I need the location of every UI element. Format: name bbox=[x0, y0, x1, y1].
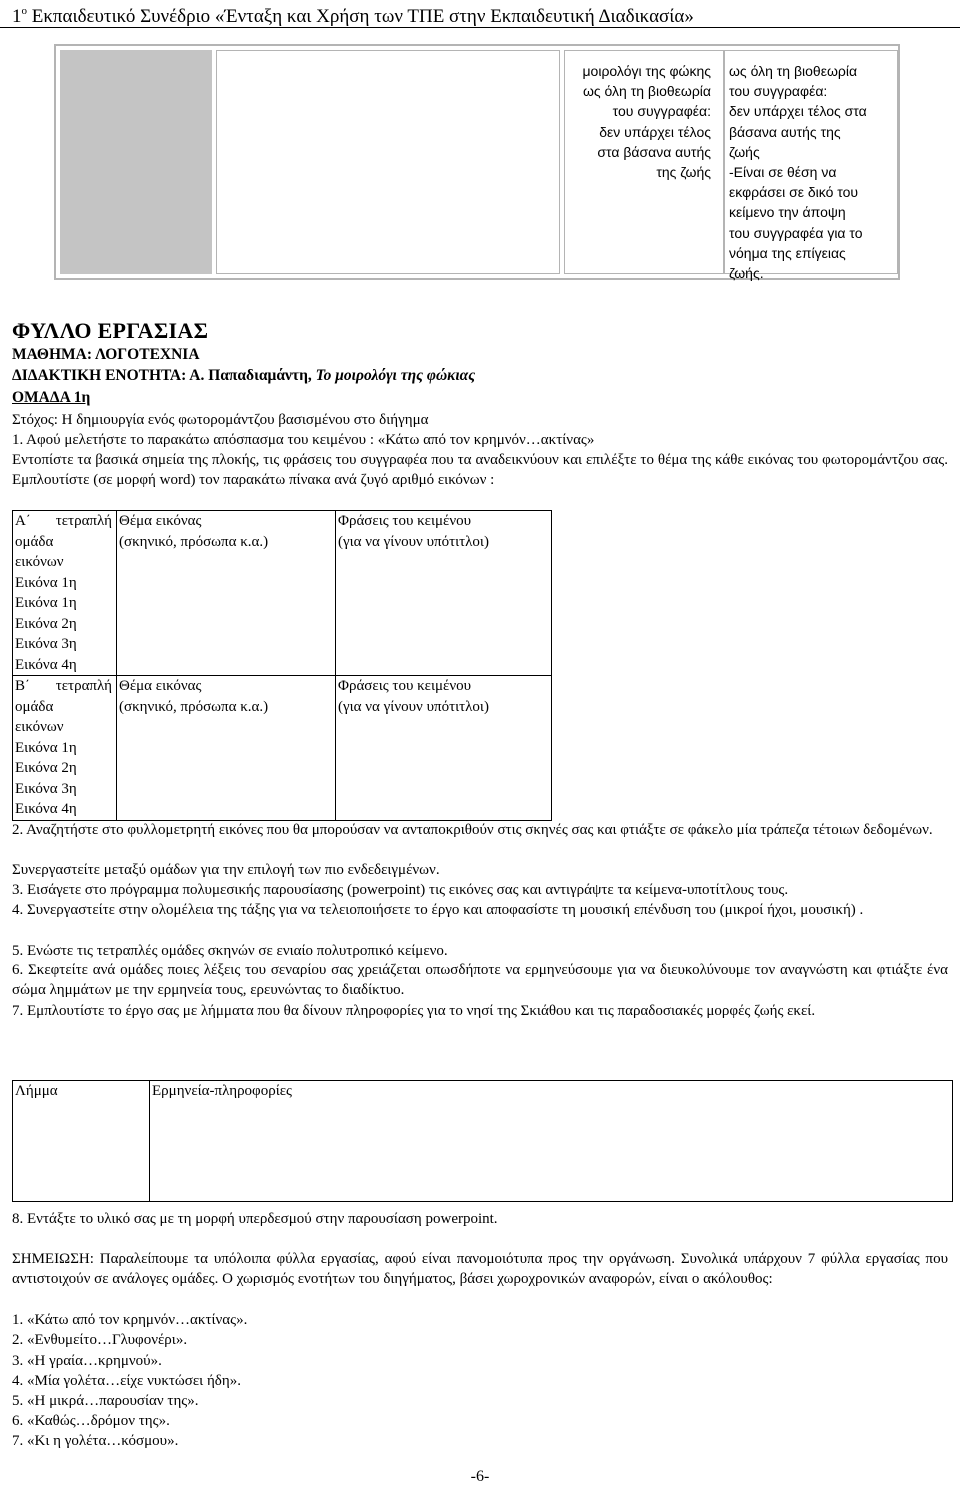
text-line: -Είναι σε θέση να bbox=[729, 164, 837, 181]
text-line: του συγγραφέα για το bbox=[729, 224, 863, 241]
group-a-cell bbox=[13, 511, 117, 676]
subject-heading: ΜΑΘΗΜΑ: ΛΟΓΟΤΕΧΝΙΑ bbox=[12, 346, 200, 363]
image-label: Εικόνα 3η bbox=[15, 780, 77, 797]
image-label: Εικόνα 3η bbox=[15, 636, 77, 652]
header-superscript: ο bbox=[21, 5, 27, 17]
phrases-title: Φράσεις του κειμένου bbox=[338, 513, 472, 529]
section-item: 4. «Μία γολέτα…είχε νυκτώσει ήδη». bbox=[12, 1373, 241, 1389]
text-line: μοιρολόγι της φώκης bbox=[582, 63, 711, 79]
theme-cell bbox=[117, 511, 336, 676]
image-label: Εικόνα 2η bbox=[15, 760, 77, 776]
lemma-header: Λήμμα bbox=[13, 1081, 150, 1202]
top-table-shaded-cell bbox=[60, 50, 212, 274]
text-line: ζωής bbox=[729, 143, 760, 160]
text-line: κείμενο την άποψη bbox=[729, 204, 846, 221]
phrases-title: Φράσεις του κειμένου bbox=[338, 678, 472, 694]
step-6: 6. Σκεφτείτε ανά ομάδες ποιες λέξεις του σεναρίου σας χρειάζεται οπωσδήποτε να ερμηνεύσουμε για να διευκολύνουμε τον αναγνώστη και φτιάξτε ένα σώμα λημμάτων με την ερμηνεία τους, ερευνώντας το διαδίκτυο. bbox=[12, 962, 948, 998]
step-1: 1. Αφού μελετήστε το παρακάτω απόσπασμα του κειμένου : «Κάτω από τον κρημνόν…ακτίνας» bbox=[12, 432, 595, 448]
text-line: του συγγραφέα: bbox=[612, 103, 711, 120]
running-header bbox=[12, 0, 694, 28]
table-row bbox=[13, 511, 552, 676]
image-label: Εικόνα 1η bbox=[15, 574, 77, 591]
image-label: Εικόνα 1η bbox=[15, 595, 77, 611]
group-label: Α΄ τετραπλή bbox=[15, 513, 112, 529]
goal-text: Στόχος: Η δημιουργία ενός φωτορομάντζου βασισμένου στο διήγημα bbox=[12, 412, 429, 428]
header-number: 1 bbox=[12, 6, 22, 27]
unit-heading bbox=[12, 367, 475, 385]
step-5: 5. Ενώστε τις τετραπλές ομάδες σκηνών σε ενιαίο πολυτροπικό κείμενο. bbox=[12, 943, 448, 959]
group-label: Β΄ τετραπλή bbox=[15, 678, 112, 694]
top-table bbox=[54, 44, 900, 280]
lemma-table bbox=[12, 1080, 953, 1202]
section-item: 5. «Η μικρά…παρουσίαν της». bbox=[12, 1393, 199, 1409]
top-table-cell-4 bbox=[724, 50, 898, 282]
text-line: νόημα της επίγειας bbox=[729, 244, 846, 261]
text-line: βάσανα αυτής της bbox=[729, 123, 841, 140]
text-line: ζωής. bbox=[729, 265, 764, 282]
step-7: 7. Εμπλουτίστε το έργο σας με λήμματα που θα δίνουν πληροφορίες για το νησί της Σκιάθου και τις παραδοσιακές μορφές ζωής εκεί. bbox=[12, 1003, 816, 1019]
phrases-cell bbox=[336, 676, 552, 821]
photo-table bbox=[12, 510, 552, 821]
group-label: εικόνων bbox=[15, 554, 64, 570]
image-label: Εικόνα 1η bbox=[15, 739, 77, 756]
unit-prefix: ΔΙΔΑΚΤΙΚΗ ΕΝΟΤΗΤΑ: Α. Παπαδιαμάντη, bbox=[12, 367, 316, 384]
unit-title: Το μοιρολόγι της φώκιας bbox=[315, 367, 476, 384]
group-label: εικόνων bbox=[15, 719, 64, 735]
theme-subtitle: (σκηνικό, πρόσωπα κ.α.) bbox=[119, 533, 269, 550]
group-label: ομάδα bbox=[15, 698, 54, 715]
text-line: δεν υπάρχει τέλος στα bbox=[729, 103, 867, 120]
table-row bbox=[13, 676, 552, 821]
header-rule bbox=[0, 27, 960, 28]
group-b-cell bbox=[13, 676, 117, 821]
theme-title: Θέμα εικόνας bbox=[119, 513, 202, 529]
theme-subtitle: (σκηνικό, πρόσωπα κ.α.) bbox=[119, 698, 269, 715]
phrases-subtitle: (για να γίνουν υπότιτλοι) bbox=[338, 698, 489, 715]
step-4: 4. Συνεργαστείτε στην ολομέλεια της τάξης για να τελειοποιήσετε το έργο και αποφασίστε τη μουσική επένδυση του (μικροί ήχοι, μουσική) . bbox=[12, 902, 864, 918]
section-item: 3. «Η γραία…κρημνού». bbox=[12, 1353, 162, 1369]
text-line: δεν υπάρχει τέλος bbox=[599, 123, 711, 140]
text-line: εκφράσει σε δικό του bbox=[729, 184, 859, 201]
image-label: Εικόνα 4η bbox=[15, 801, 77, 817]
header-title: Εκπαιδευτικό Συνέδριο «Ένταξη και Χρήση των ΤΠΕ στην Εκπαιδευτική Διαδικασία» bbox=[27, 6, 694, 27]
phrases-cell bbox=[336, 511, 552, 676]
top-table-empty-cell bbox=[216, 50, 560, 274]
section-item: 6. «Καθώς…δρόμον της». bbox=[12, 1413, 170, 1429]
theme-cell bbox=[117, 676, 336, 821]
top-table-cell-3 bbox=[564, 50, 724, 274]
page-number: -6- bbox=[470, 1468, 490, 1485]
section-item: 2. «Ενθυμείτο…Γλυφονέρι». bbox=[12, 1332, 188, 1348]
text-line: στα βάσανα αυτής bbox=[597, 143, 711, 160]
note-text: ΣΗΜΕΙΩΣΗ: Παραλείπουμε τα υπόλοιπα φύλλα εργασίας, αφού είναι πανομοιότυπα προς την οργάνωση. Συνολικά υπάρχουν 7 φύλλα εργασίας που αντιστοιχούν σε ανάλογες ομάδες. Ο χωρισμός ενοτήτων του διηγήματος, βάσει χωροχρονικών αναφορών, είναι ο ακόλουθος: bbox=[12, 1251, 948, 1287]
phrases-subtitle: (για να γίνουν υπότιτλοι) bbox=[338, 533, 489, 550]
group-heading: ΟΜΑΔΑ 1η bbox=[12, 389, 91, 406]
group-label: ομάδα bbox=[15, 533, 54, 550]
step-2-note: Συνεργαστείτε μεταξύ ομάδων για την επιλογή των πιο ενδεδειγμένων. bbox=[12, 862, 440, 878]
table-row bbox=[13, 1081, 953, 1202]
interpretation-header: Ερμηνεία-πληροφορίες bbox=[150, 1081, 953, 1202]
text-line: της ζωής bbox=[656, 164, 711, 181]
step-8: 8. Εντάξτε το υλικό σας με τη μορφή υπερδεσμού στην παρουσίαση powerpoint. bbox=[12, 1211, 498, 1227]
step-1-detail: Εντοπίστε τα βασικά σημεία της πλοκής, τις φράσεις του συγγραφέα που τα αναδεικνύουν και επιλέξτε το θέμα της κάθε εικόνας του φωτορομάντζου σας. Εμπλουτίστε (σε μορφή word) τον παρακάτω πίνακα ανά ζυγό αριθμό εικόνων : bbox=[12, 452, 948, 488]
worksheet-title: ΦΥΛΛΟ ΕΡΓΑΣΙΑΣ bbox=[12, 318, 209, 343]
image-label: Εικόνα 2η bbox=[15, 615, 77, 632]
section-item: 1. «Κάτω από τον κρημνόν…ακτίνας». bbox=[12, 1312, 248, 1328]
image-label: Εικόνα 4η bbox=[15, 656, 77, 673]
text-line: του συγγραφέα: bbox=[729, 83, 828, 100]
step-2: 2. Αναζητήστε στο φυλλομετρητή εικόνες που θα μπορούσαν να ανταποκριθούν στις σκηνές σας και φτιάξτε σε φάκελο μία τράπεζα τέτοιων δεδομένων. bbox=[12, 822, 933, 838]
text-line: ως όλη τη βιοθεωρία bbox=[729, 63, 858, 79]
section-item: 7. «Κι η γολέτα…κόσμου». bbox=[12, 1433, 179, 1449]
theme-title: Θέμα εικόνας bbox=[119, 678, 202, 694]
step-3: 3. Εισάγετε στο πρόγραμμα πολυμεσικής παρουσίασης (powerpoint) τις εικόνες σας και αντιγράψτε τα κείμενα-υποτίτλους τους. bbox=[12, 882, 789, 898]
text-line: ως όλη τη βιοθεωρία bbox=[582, 83, 711, 100]
